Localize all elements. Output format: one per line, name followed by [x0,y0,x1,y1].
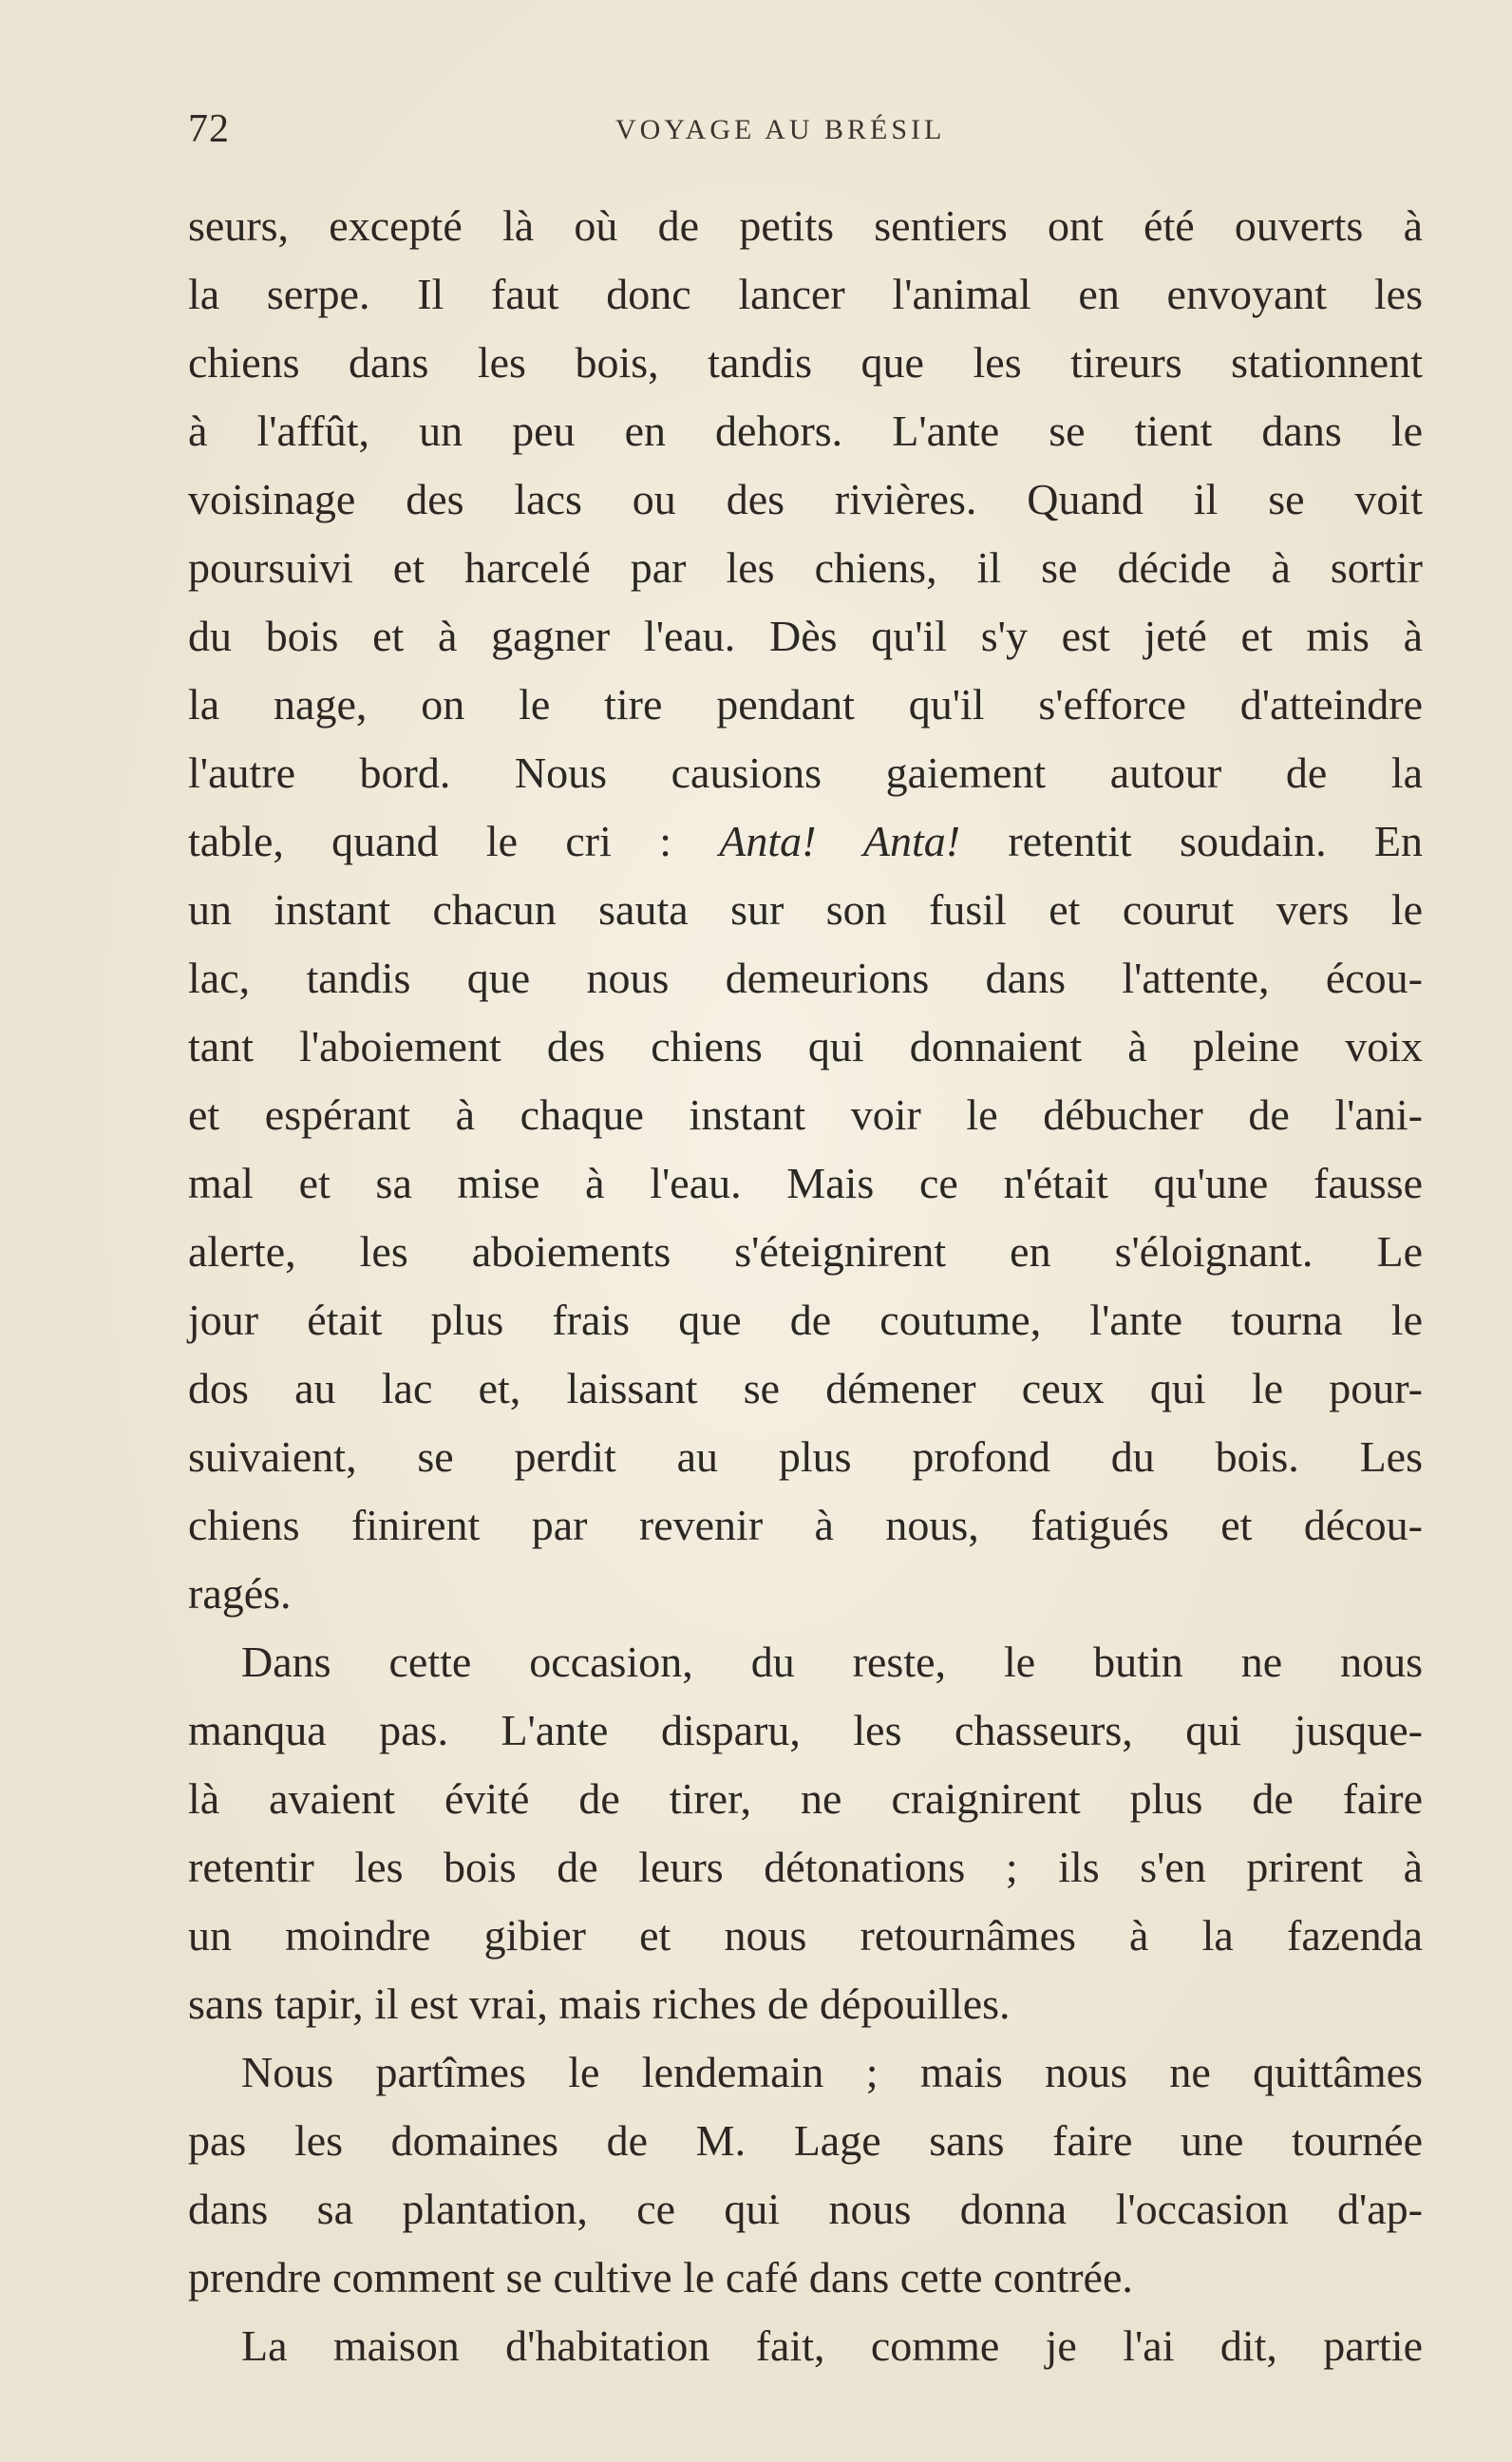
paragraph-1 [188,192,1423,1628]
text-line: retentir les bois de leurs détonations ; ils s'en prirent à [188,1843,1423,1891]
text-line: jour était plus frais que de coutume, l'ante tourna le [188,1296,1423,1344]
text-line: prendre comment se cultive le café dans cette contrée. [188,2253,1133,2301]
text-line: un instant chacun sauta sur son fusil et courut vers le [188,885,1423,934]
running-head [188,106,1423,163]
page-number: 72 [188,107,230,151]
text-line: chiens dans les bois, tandis que les tireurs stationnent [188,338,1423,387]
text-line: ragés. [188,1569,292,1618]
text-line: et espérant à chaque instant voir le débucher de l'ani- [188,1090,1423,1139]
text-line: à l'affût, un peu en dehors. L'ante se tient dans le [188,407,1423,455]
body-text [188,192,1423,2380]
text-line: pas les domaines de M. Lage sans faire une tournée [188,2116,1423,2165]
text-line: voisinage des lacs ou des rivières. Quand il se voit [188,475,1423,523]
text-segment: table, quand le cri : [188,817,720,865]
paragraph-2 [188,1628,1423,2038]
text-line: là avaient évité de tirer, ne craignirent plus de faire [188,1774,1423,1823]
text-line: tant l'aboiement des chiens qui donnaient à pleine voix [188,1022,1423,1070]
text-line: dos au lac et, laissant se démener ceux qui le pour- [188,1364,1423,1412]
text-line: Dans cette occasion, du reste, le butin ne nous [241,1638,1423,1686]
text-line: poursuivi et harcelé par les chiens, il se décide à sortir [188,543,1423,592]
text-segment: retentit soudain. En [960,817,1423,865]
text-line: la nage, on le tire pendant qu'il s'efforce d'atteindre [188,680,1423,729]
text-line: lac, tandis que nous demeurions dans l'attente, écou- [188,954,1423,1002]
paragraph-3 [188,2038,1423,2312]
text-line: La maison d'habitation fait, comme je l'ai dit, partie [241,2321,1423,2370]
text-line: Nous partîmes le lendemain ; mais nous ne quittâmes [241,2048,1423,2096]
text-line: sans tapir, il est vrai, mais riches de dépouilles. [188,1979,1011,2028]
paragraph-4 [188,2312,1423,2380]
text-line: dans sa plantation, ce qui nous donna l'occasion d'ap- [188,2185,1423,2233]
text-line: chiens finirent par revenir à nous, fatigués et décou- [188,1501,1423,1549]
text-line: alerte, les aboiements s'éteignirent en s'éloignant. Le [188,1227,1423,1276]
text-line: seurs, excepté là où de petits sentiers ont été ouverts à [188,201,1423,250]
text-line: un moindre gibier et nous retournâmes à la fazenda [188,1911,1423,1960]
text-line: la serpe. Il faut donc lancer l'animal en envoyant les [188,270,1423,318]
running-title: VOYAGE AU BRÉSIL [615,114,946,145]
text-line: mal et sa mise à l'eau. Mais ce n'était qu'une fausse [188,1159,1423,1207]
text-line: suivaient, se perdit au plus profond du bois. Les [188,1432,1423,1481]
text-line [188,807,1423,876]
italic-exclamation: Anta! Anta! [719,817,961,865]
text-line: manqua pas. L'ante disparu, les chasseurs, qui jusque- [188,1706,1423,1754]
text-line: l'autre bord. Nous causions gaiement autour de la [188,748,1423,797]
text-line: du bois et à gagner l'eau. Dès qu'il s'y est jeté et mis à [188,612,1423,660]
